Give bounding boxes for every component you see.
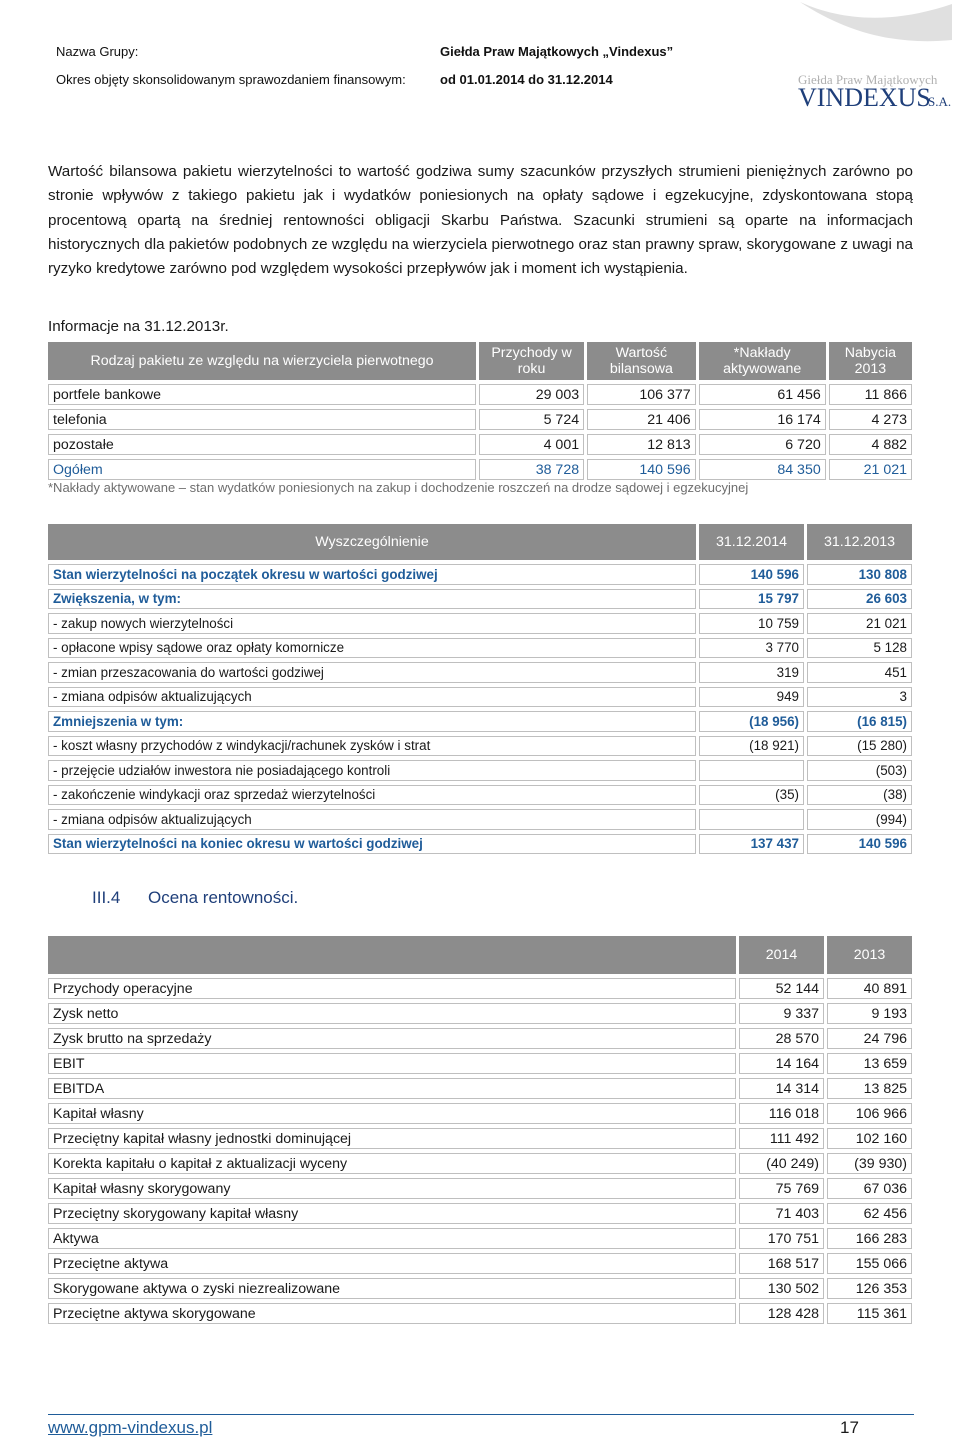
table2-header-row — [48, 524, 912, 560]
row-value: 4 882 — [829, 434, 912, 455]
logo-suffix-text: S.A. — [928, 94, 952, 109]
row-value: 116 018 — [739, 1103, 824, 1124]
row-value: 10 759 — [699, 613, 804, 634]
row-value: 126 353 — [827, 1278, 912, 1299]
row-value: 140 596 — [699, 564, 804, 585]
table1-title: Informacje na 31.12.2013r. — [48, 318, 229, 335]
row-value: 52 144 — [739, 978, 824, 999]
table2-header: 31.12.2014 — [699, 524, 804, 560]
row-value: 38 728 — [479, 459, 584, 480]
row-label: - zmian przeszacowania do wartości godziwej — [48, 662, 696, 683]
row-value: 26 603 — [807, 589, 912, 610]
row-value: 62 456 — [827, 1203, 912, 1224]
row-value: 451 — [807, 662, 912, 683]
row-value: 75 769 — [739, 1178, 824, 1199]
table-row — [48, 736, 912, 757]
row-value: 15 797 — [699, 589, 804, 610]
row-value: 14 164 — [739, 1053, 824, 1074]
table-row — [48, 1253, 912, 1274]
row-value: 61 456 — [699, 384, 826, 405]
vindexus-logo — [780, 0, 955, 112]
row-value: 12 813 — [587, 434, 696, 455]
row-value: 11 866 — [829, 384, 912, 405]
row-value: 21 406 — [587, 409, 696, 430]
row-value: 111 492 — [739, 1128, 824, 1149]
row-label: EBITDA — [48, 1078, 736, 1099]
row-label: Przychody operacyjne — [48, 978, 736, 999]
row-value: 140 596 — [587, 459, 696, 480]
header-period-value: od 01.01.2014 do 31.12.2014 — [440, 72, 613, 87]
row-value: (39 930) — [827, 1153, 912, 1174]
row-label: Zysk netto — [48, 1003, 736, 1024]
table-receivables — [45, 520, 915, 858]
row-value: 71 403 — [739, 1203, 824, 1224]
table-row — [48, 1078, 912, 1099]
row-label: Ogółem — [48, 459, 476, 480]
row-value: 170 751 — [739, 1228, 824, 1249]
table-row — [48, 1278, 912, 1299]
row-label: Stan wierzytelności na koniec okresu w wartości godziwej — [48, 834, 696, 855]
table-row — [48, 1203, 912, 1224]
row-value: 130 502 — [739, 1278, 824, 1299]
table-packages — [45, 338, 915, 484]
table-row — [48, 978, 912, 999]
row-value: (15 280) — [807, 736, 912, 757]
row-label: Stan wierzytelności na początek okresu w wartości godziwej — [48, 564, 696, 585]
row-value: 29 003 — [479, 384, 584, 405]
row-value: (18 956) — [699, 711, 804, 732]
table1-header: *Nakłady aktywowane — [699, 342, 826, 380]
logo-swoosh — [800, 2, 952, 41]
row-value: 40 891 — [827, 978, 912, 999]
footer-divider — [48, 1414, 914, 1415]
page-number: 17 — [840, 1418, 859, 1437]
row-label: Zmniejszenia w tym: — [48, 711, 696, 732]
row-value: (38) — [807, 785, 912, 806]
table1-header: Nabycia 2013 — [829, 342, 912, 380]
row-value: 102 160 — [827, 1128, 912, 1149]
row-label: - zakończenie windykacji oraz sprzedaż wierzytelności — [48, 785, 696, 806]
table-row — [48, 1028, 912, 1049]
row-value: 21 021 — [829, 459, 912, 480]
table-row — [48, 384, 912, 405]
row-value: 4 001 — [479, 434, 584, 455]
table-row — [48, 687, 912, 708]
row-label: Kapitał własny skorygowany — [48, 1178, 736, 1199]
header-group-label: Nazwa Grupy: — [56, 44, 139, 59]
row-label: telefonia — [48, 409, 476, 430]
row-label: Kapitał własny — [48, 1103, 736, 1124]
row-value: 168 517 — [739, 1253, 824, 1274]
table3-header — [48, 936, 736, 974]
row-label: Przeciętne aktywa skorygowane — [48, 1303, 736, 1324]
table2-header: Wyszczególnienie — [48, 524, 696, 560]
row-label: portfele bankowe — [48, 384, 476, 405]
row-value: 24 796 — [827, 1028, 912, 1049]
table-row — [48, 1303, 912, 1324]
table3-header-row — [48, 936, 912, 974]
row-value — [699, 760, 804, 781]
row-value: 5 724 — [479, 409, 584, 430]
table-row — [48, 834, 912, 855]
row-value: 16 174 — [699, 409, 826, 430]
header-period-label: Okres objęty skonsolidowanym sprawozdaniem finansowym: — [56, 72, 406, 87]
table-row — [48, 589, 912, 610]
table-row — [48, 1178, 912, 1199]
body-paragraph: Wartość bilansowa pakietu wierzytelności to wartość godziwa sumy szacunków przyszłych strumieni pieniężnych zarówno po stronie wpływów z takiego pakietu jak i wydatków poniesionych na opłaty sądowe i egzekucyjne, zdyskontowana stopą procentową opartą na średniej rentowności obligacji Skarbu Państwa. Szacunki strumieni są oparte na informacjach historycznych dla pakietów podobnych ze względu na wierzyciela pierwotnego oraz stan prawny spraw, skorygowane z uwagi na ryzyko kredytowe zarówno pod względem wysokości przepływów jak i moment ich wystąpienia. — [48, 163, 913, 278]
row-value: 319 — [699, 662, 804, 683]
row-value: 4 273 — [829, 409, 912, 430]
row-value: 67 036 — [827, 1178, 912, 1199]
row-value: 155 066 — [827, 1253, 912, 1274]
table-row — [48, 1003, 912, 1024]
logo-main-text: VINDEXUS — [798, 83, 931, 112]
table-row — [48, 711, 912, 732]
row-value: 28 570 — [739, 1028, 824, 1049]
table-row — [48, 760, 912, 781]
row-value: (16 815) — [807, 711, 912, 732]
row-value: 84 350 — [699, 459, 826, 480]
section-heading — [92, 888, 298, 908]
table-row — [48, 785, 912, 806]
row-label: pozostałe — [48, 434, 476, 455]
table-row — [48, 1153, 912, 1174]
table-row — [48, 434, 912, 455]
logo-top-text: Giełda Praw Majątkowych — [798, 72, 938, 87]
row-value: 128 428 — [739, 1303, 824, 1324]
row-label: - zmiana odpisów aktualizujących — [48, 809, 696, 830]
row-label: Skorygowane aktywa o zyski niezrealizowane — [48, 1278, 736, 1299]
row-value: (35) — [699, 785, 804, 806]
footer-website-link[interactable]: www.gpm-vindexus.pl — [48, 1418, 213, 1437]
row-value: 3 770 — [699, 638, 804, 659]
row-label: - koszt własny przychodów z windykacji/rachunek zysków i strat — [48, 736, 696, 757]
row-value: 9 337 — [739, 1003, 824, 1024]
row-label: - opłacone wpisy sądowe oraz opłaty komornicze — [48, 638, 696, 659]
row-label: - zakup nowych wierzytelności — [48, 613, 696, 634]
table-row — [48, 1228, 912, 1249]
row-label: EBIT — [48, 1053, 736, 1074]
row-label: Przeciętny kapitał własny jednostki dominującej — [48, 1128, 736, 1149]
row-value: (18 921) — [699, 736, 804, 757]
row-value: 137 437 — [699, 834, 804, 855]
row-label: - przejęcie udziałów inwestora nie posiadającego kontroli — [48, 760, 696, 781]
table1-header: Wartość bilansowa — [587, 342, 696, 380]
row-value: 166 283 — [827, 1228, 912, 1249]
table3-header: 2013 — [827, 936, 912, 974]
table-row — [48, 662, 912, 683]
table-row — [48, 564, 912, 585]
section-number: III.4 — [92, 888, 121, 907]
row-label: Zwiększenia, w tym: — [48, 589, 696, 610]
table-row — [48, 1128, 912, 1149]
section-title: Ocena rentowności. — [148, 888, 299, 907]
row-value: (40 249) — [739, 1153, 824, 1174]
row-value: 106 377 — [587, 384, 696, 405]
table-row — [48, 1053, 912, 1074]
row-value: 5 128 — [807, 638, 912, 659]
row-label: Przeciętne aktywa — [48, 1253, 736, 1274]
row-value: 115 361 — [827, 1303, 912, 1324]
row-value: 3 — [807, 687, 912, 708]
row-label: - zmiana odpisów aktualizujących — [48, 687, 696, 708]
table-row — [48, 809, 912, 830]
row-label: Zysk brutto na sprzedaży — [48, 1028, 736, 1049]
row-value: (994) — [807, 809, 912, 830]
row-value: 9 193 — [827, 1003, 912, 1024]
row-value: 6 720 — [699, 434, 826, 455]
row-value: 14 314 — [739, 1078, 824, 1099]
table1-header: Rodzaj pakietu ze względu na wierzyciela pierwotnego — [48, 342, 476, 380]
table-profitability — [45, 932, 915, 1328]
row-label: Przeciętny skorygowany kapitał własny — [48, 1203, 736, 1224]
table-row — [48, 638, 912, 659]
row-value: 21 021 — [807, 613, 912, 634]
row-value: (503) — [807, 760, 912, 781]
row-value: 140 596 — [807, 834, 912, 855]
row-value: 13 659 — [827, 1053, 912, 1074]
row-value: 949 — [699, 687, 804, 708]
table1-header: Przychody w roku — [479, 342, 584, 380]
row-value: 130 808 — [807, 564, 912, 585]
row-value: 13 825 — [827, 1078, 912, 1099]
row-value — [699, 809, 804, 830]
table1-note: *Nakłady aktywowane – stan wydatków poniesionych na zakup i dochodzenie roszczeń na drodze sądowej i egzekucyjnej — [48, 480, 749, 495]
table-row — [48, 409, 912, 430]
table2-header: 31.12.2013 — [807, 524, 912, 560]
row-value: 106 966 — [827, 1103, 912, 1124]
table3-header: 2014 — [739, 936, 824, 974]
row-label: Aktywa — [48, 1228, 736, 1249]
table1-header-row — [48, 342, 912, 380]
table-total-row — [48, 459, 912, 480]
table-row — [48, 1103, 912, 1124]
row-label: Korekta kapitału o kapitał z aktualizacji wyceny — [48, 1153, 736, 1174]
header-group-value: Giełda Praw Majątkowych „Vindexus” — [440, 44, 674, 59]
table-row — [48, 613, 912, 634]
